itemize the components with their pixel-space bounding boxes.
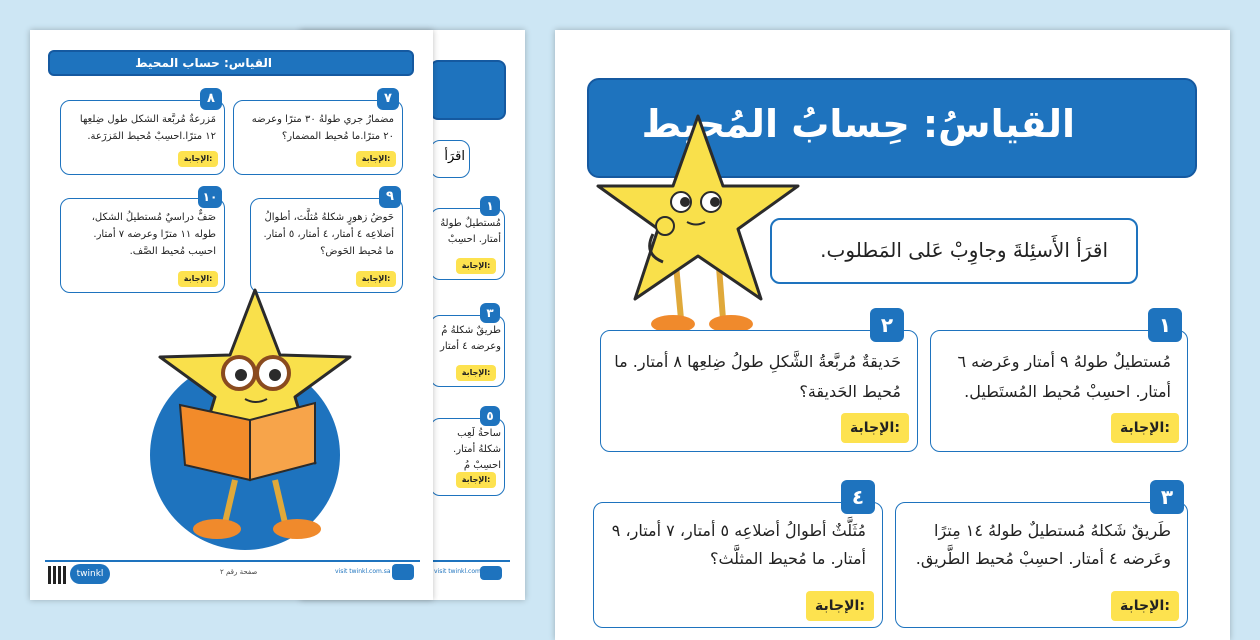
- question-text: مضمارُ جري طولهُ ٣٠ مترًا وعرضه ٢٠ مترًا.ما مُحيط المضمار؟: [251, 114, 394, 142]
- middle-answer-field-1[interactable]: [456, 258, 496, 274]
- middle-footer-url[interactable]: visit twinkl.com.sa: [434, 568, 490, 575]
- front-footer-url[interactable]: visit twinkl.com.sa: [335, 568, 391, 575]
- front-footer-logo-icon: [392, 564, 414, 580]
- question-card-1: [930, 330, 1188, 452]
- answer-label: الإجابة:: [183, 154, 213, 163]
- question-text: حَوضُ زهورٍ شكلهُ مُثلَّث، أطوالُ أضلاعِه ٤ أمتار، ٤ أمتار، ٥ أمتار. ما مُحيط الحَوض؟: [263, 212, 394, 257]
- front-worksheet-page: [30, 30, 433, 600]
- main-worksheet-page: [555, 30, 1230, 640]
- question-text: طَريقٌ شَكلهُ مُستطيلٌ طولهُ ١٤ مِترًا وعَرضه ٤ أمتار. احسِبْ مُحيط الطَّريق.: [915, 521, 1171, 568]
- front-question-card-7: [233, 100, 403, 175]
- star-mascot-reading: [125, 285, 385, 550]
- front-question-number-8: ٨: [200, 88, 222, 110]
- question-card-3: [895, 502, 1188, 628]
- front-footer-line: [45, 560, 420, 562]
- question-card-2: [600, 330, 918, 452]
- answer-label: الإجابة:: [1120, 420, 1170, 436]
- answer-field[interactable]: [806, 591, 874, 621]
- front-footer-page-number: صفحة رقم ٢: [220, 568, 258, 576]
- answer-field[interactable]: [841, 413, 909, 443]
- middle-instruction-text: اقرَأ: [444, 149, 465, 164]
- middle-footer-line: [430, 560, 510, 562]
- question-text: حَديقةٌ مُربَّعةُ الشَّكلِ طولُ ضِلعِها ٨ أمتار. ما مُحيط الحَديقة؟: [614, 352, 901, 401]
- front-question-card-9: [250, 198, 403, 293]
- front-question-number-10: ١٠: [198, 186, 222, 208]
- question-text: مُستطيلٌ طولهُ ٩ أمتار وعَرضه ٦ أمتار. احسِبْ مُحيط المُستَطيل.: [957, 352, 1171, 401]
- middle-answer-field-5[interactable]: [456, 472, 496, 488]
- answer-label: الإجابة:: [361, 154, 391, 163]
- front-question-number-9: ٩: [379, 186, 401, 208]
- answer-label: الإجابة:: [850, 420, 900, 436]
- front-page-title: القياس: حساب المحيط: [135, 56, 272, 70]
- answer-field[interactable]: [1111, 413, 1179, 443]
- middle-question-number-3: ٣: [480, 303, 500, 323]
- twinkl-logo-icon: [70, 564, 110, 584]
- answer-label: الإجابة:: [183, 274, 213, 283]
- answer-label: الإجابة:: [461, 368, 491, 377]
- page-title: القياسُ: حِسابُ المُحيط: [641, 102, 1075, 146]
- instruction-box: [770, 218, 1138, 284]
- front-title-bar: [48, 50, 414, 76]
- answer-field[interactable]: [178, 151, 218, 167]
- middle-question-text-5: ساحةُ لَعِب شكلهُ أمتار. احسِبْ مُ: [453, 428, 501, 471]
- instruction-text: اقرَأ الأَسئِلةَ وجاوِبْ عَلى المَطلوب.: [820, 238, 1108, 262]
- middle-title-bar: [430, 60, 506, 120]
- middle-question-text-1: مُستطيلٌ طولهُ أمتار. احسِبْ: [440, 218, 501, 245]
- answer-label: الإجابة:: [361, 274, 391, 283]
- question-number-2: ٢: [870, 308, 904, 342]
- answer-label: الإجابة:: [461, 475, 491, 484]
- question-text: صَفٌّ دراسيٌ مُستطيلُ الشكل، طوله ١١ مترًا وعرضه ٧ أمتار. احسِب مُحيط الصَّف.: [91, 212, 216, 257]
- question-number-1: ١: [1148, 308, 1182, 342]
- front-question-card-10: [60, 198, 225, 293]
- middle-question-number-5: ٥: [480, 406, 500, 426]
- question-card-4: [593, 502, 883, 628]
- middle-instruction-box: [430, 140, 470, 178]
- front-question-number-7: ٧: [377, 88, 399, 110]
- question-text: مَزرعةٌ مُربَّعة الشكل طول ضِلعِها ١٢ مترًا.احسِبْ مُحيط المَزرَعة.: [79, 114, 216, 142]
- answer-field[interactable]: [356, 151, 396, 167]
- question-number-4: ٤: [841, 480, 875, 514]
- twinkl-logo-text: twinkl: [76, 569, 104, 579]
- front-question-card-8: [60, 100, 225, 175]
- answer-field[interactable]: [1111, 591, 1179, 621]
- question-number-3: ٣: [1150, 480, 1184, 514]
- answer-label: الإجابة:: [1120, 598, 1170, 614]
- answer-label: الإجابة:: [815, 598, 865, 614]
- middle-answer-field-3[interactable]: [456, 365, 496, 381]
- answer-label: الإجابة:: [461, 261, 491, 270]
- qr-code-icon: [48, 566, 66, 584]
- middle-question-number-1: ١: [480, 196, 500, 216]
- question-text: مُثَلَّثٌ أطوالُ أضلاعِه ٥ أمتار، ٧ أمتار، ٩ أمتار. ما مُحيط المثلَّث؟: [611, 521, 866, 568]
- middle-question-text-3: طريقٌ شكلهُ مُ وعرضه ٤ أمتار: [440, 325, 501, 352]
